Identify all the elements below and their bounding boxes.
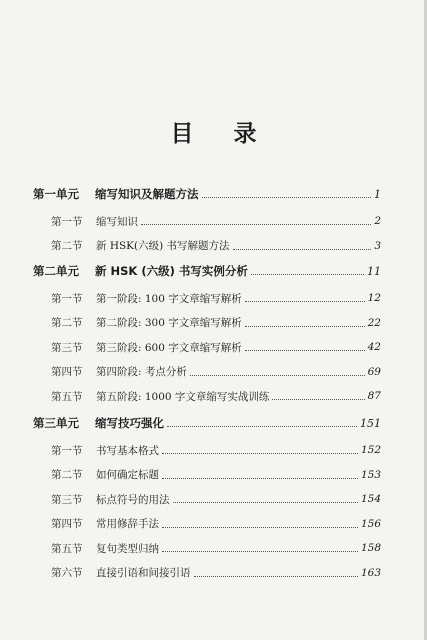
section-label: 第五节 [51,542,83,555]
section-title: 缩写知识 [96,215,138,228]
section-title: 书写基本格式 [96,444,159,457]
section-label: 第三节 [51,341,83,354]
toc-section-row[interactable] [0,515,427,533]
dot-leader [173,502,358,503]
section-label: 第五节 [51,390,83,403]
page-number: 154 [360,493,381,505]
section-title: 新 HSK(六级) 书写解题方法 [96,240,230,252]
page-number: 153 [360,468,381,481]
dot-leader [167,426,357,427]
unit-label: 第三单元 [33,416,79,430]
toc-section-row[interactable] [0,237,427,255]
section-label: 第六节 [51,567,83,579]
toc-section-row[interactable] [0,314,427,332]
dot-leader [194,576,358,577]
section-title: 第二阶段: 300 字文章缩写解析 [96,317,242,329]
page-number: 156 [360,517,381,530]
page-number: 158 [360,542,381,554]
unit-title: 缩写技巧强化 [95,416,164,430]
toc-unit-row[interactable] [0,414,427,432]
section-title: 标点符号的用法 [96,493,170,506]
page-number: 12 [367,292,381,304]
toc-section-row[interactable] [0,387,427,405]
dot-leader [245,350,365,351]
dot-leader [162,478,358,479]
dot-leader [162,453,358,454]
toc-section-row[interactable] [0,539,427,557]
unit-label: 第一单元 [33,187,79,201]
dot-leader [141,224,371,225]
page-number: 42 [367,341,381,353]
section-label: 第四节 [51,518,83,530]
toc-unit-row[interactable] [0,185,427,203]
section-title: 第四阶段: 考点分析 [96,366,187,378]
toc-section-row[interactable] [0,466,427,484]
toc-section-row[interactable] [0,338,427,356]
toc-section-row[interactable] [0,490,427,508]
dot-leader [245,301,365,302]
section-label: 第一节 [51,215,83,228]
toc-section-row[interactable] [0,363,427,381]
page-number: 151 [360,416,381,430]
page-number: 11 [367,264,381,278]
section-title: 第一阶段: 100 字文章缩写解析 [96,292,242,305]
unit-label: 第二单元 [33,264,79,278]
section-label: 第二节 [51,240,83,252]
dot-leader [162,551,358,552]
page-number: 152 [360,444,381,456]
dot-leader [190,375,365,376]
page-number: 22 [367,316,381,329]
page-number: 87 [367,390,381,402]
section-title: 如何确定标题 [96,469,159,481]
section-label: 第二节 [51,469,83,481]
dot-leader [272,399,365,400]
section-label: 第三节 [51,493,83,506]
section-title: 第五阶段: 1000 字文章缩写实战训练 [96,390,270,403]
section-title: 直接引语和间接引语 [96,567,191,579]
unit-title: 新 HSK (六级) 书写实例分析 [95,264,248,278]
toc-unit-row[interactable] [0,262,427,280]
dot-leader [162,527,358,528]
section-title: 复句类型归纳 [96,542,159,555]
toc-section-row[interactable] [0,441,427,459]
section-title: 第三阶段: 600 字文章缩写解析 [96,341,242,354]
page-number: 163 [360,566,381,579]
unit-title: 缩写知识及解题方法 [95,187,199,201]
section-label: 第四节 [51,366,83,378]
dot-leader [251,274,364,275]
dot-leader [202,197,371,198]
page-number: 1 [374,187,381,201]
page-title: 目 录 [170,120,273,147]
page-number: 2 [374,215,381,227]
toc-section-row[interactable] [0,212,427,230]
section-label: 第二节 [51,317,83,329]
dot-leader [245,326,365,327]
page-number: 3 [374,239,381,252]
section-label: 第一节 [51,444,83,457]
section-title: 常用修辞手法 [96,518,159,530]
toc-section-row[interactable] [0,564,427,582]
page-number: 69 [367,365,381,378]
dot-leader [233,249,371,250]
toc-section-row[interactable] [0,289,427,307]
section-label: 第一节 [51,292,83,305]
